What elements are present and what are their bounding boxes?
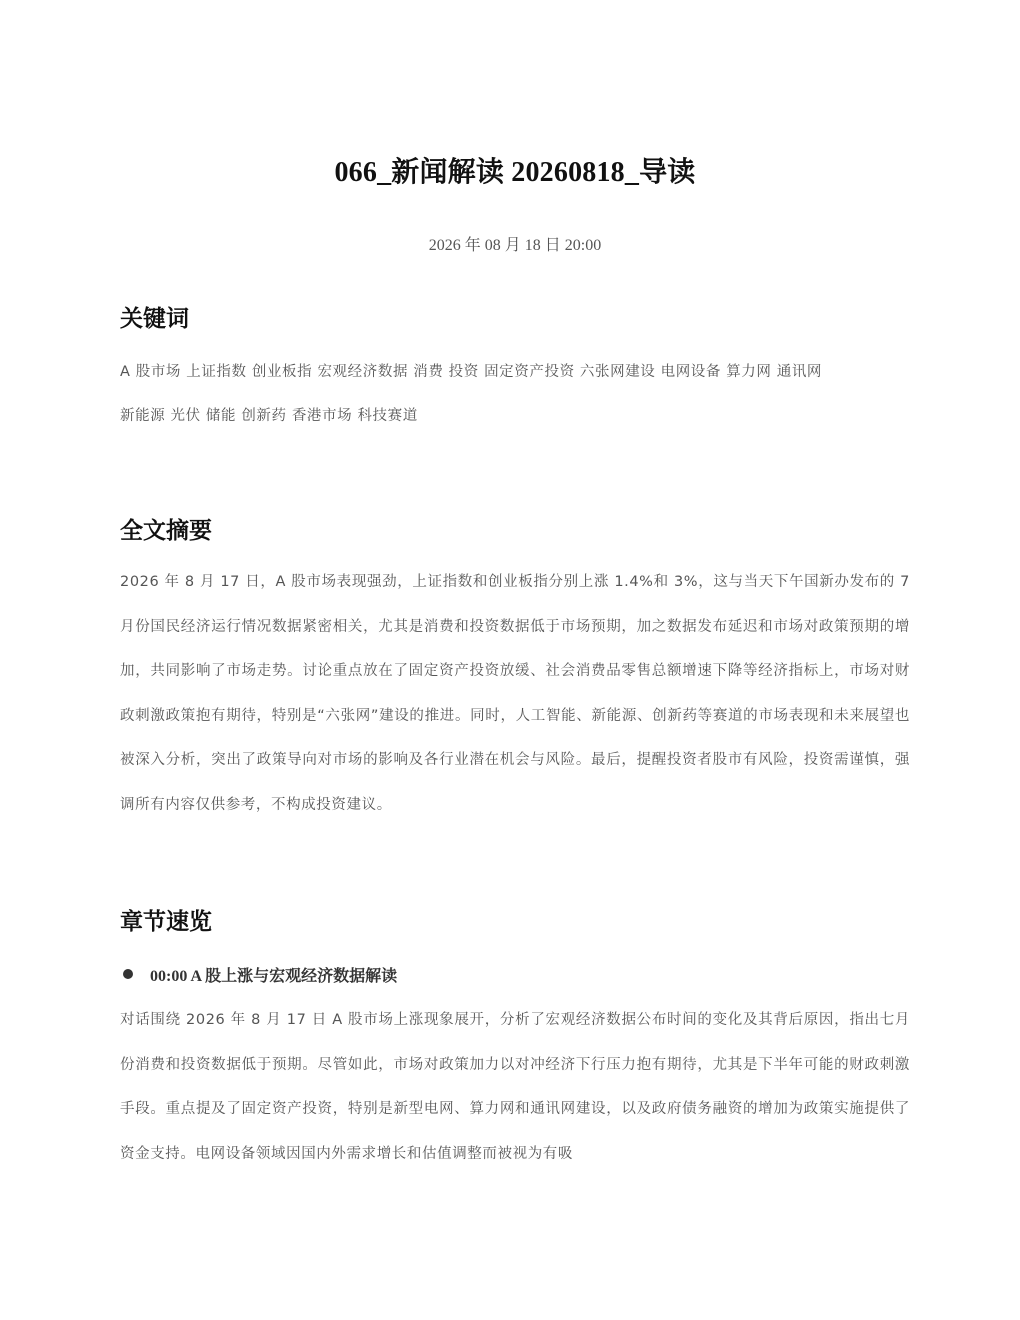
keywords-line-1: A 股市场 上证指数 创业板指 宏观经济数据 消费 投资 固定资产投资 六张网建设 电网设备 算力网 通讯网 (120, 364, 823, 380)
chapter-label: 00:00 A 股上涨与宏观经济数据解读 (150, 967, 398, 985)
chapter-item (120, 962, 397, 986)
keywords-heading: 关键词 (120, 306, 189, 332)
summary-heading: 全文摘要 (120, 518, 212, 544)
bullet-icon (123, 969, 133, 979)
summary-text: 2026 年 8 月 17 日，A 股市场表现强劲，上证指数和创业板指分别上涨 1.4%和 3%，这与当天下午国新办发布的 7 月份国民经济运行情况数据紧密相关，尤其是消费和投资数据低于市场预期，加之数据发布延迟和市场对政策预期的增加，共同影响了市场走势。讨论重点放在了固定资产投资放缓、社会消费品零售总额增速下降等经济指标上，市场对财政刺激政策抱有期待，特别是“六张网”建设的推进。同时，人工智能、新能源、创新药等赛道的市场表现和未来展望也被深入分析，突出了政策导向对市场的影响及各行业潜在机会与风险。最后，提醒投资者股市有风险，投资需谨慎，强调所有内容仅供参考，不构成投资建议。 (120, 574, 910, 813)
chapters-heading: 章节速览 (120, 909, 212, 935)
document-title: 066_新闻解读 20260818_导读 (334, 157, 696, 188)
chapter-text: 对话围绕 2026 年 8 月 17 日 A 股市场上涨现象展开，分析了宏观经济数据公布时间的变化及其背后原因，指出七月份消费和投资数据低于预期。尽管如此，市场对政策加力以对冲经济下行压力抱有期待，尤其是下半年可能的财政刺激手段。重点提及了固定资产投资，特别是新型电网、算力网和通讯网建设，以及政府债务融资的增加为政策实施提供了资金支持。电网设备领域因国内外需求增长和估值调整而被视为有吸 (120, 1012, 910, 1162)
keywords-line-2: 新能源 光伏 储能 创新药 香港市场 科技赛道 (120, 408, 418, 424)
document-date: 2026 年 08 月 18 日 20:00 (428, 237, 602, 254)
